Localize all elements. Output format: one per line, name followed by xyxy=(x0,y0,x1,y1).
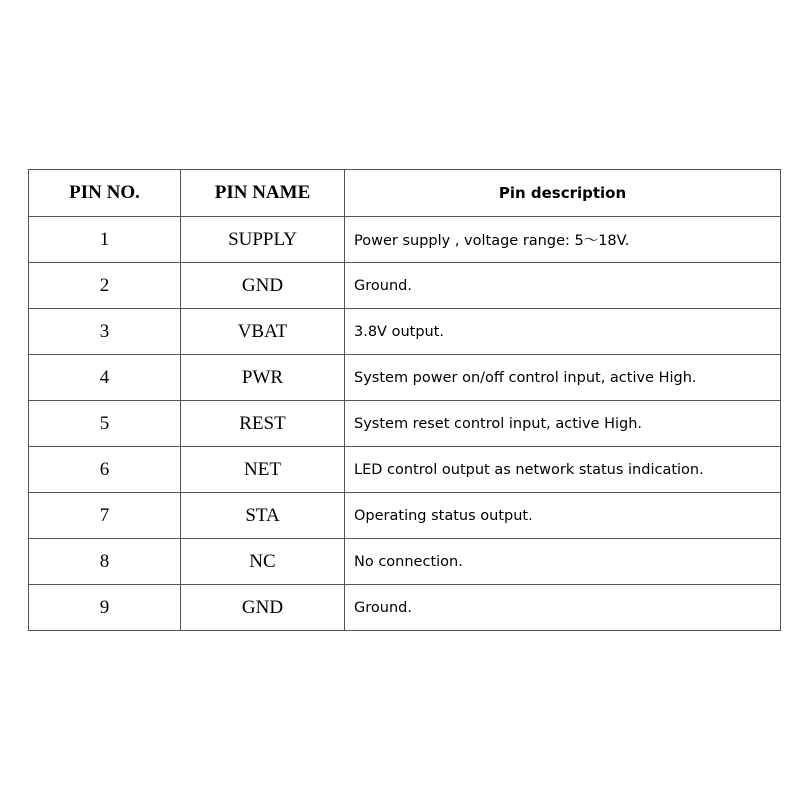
pin-table-header xyxy=(29,170,781,217)
pin-no-cell: 3 xyxy=(29,309,181,355)
pin-no-cell: 4 xyxy=(29,355,181,401)
pin-description-cell: LED control output as network status indication. xyxy=(345,447,781,493)
pin-description-cell: 3.8V output. xyxy=(345,309,781,355)
table-row xyxy=(29,217,781,263)
pin-name-cell: REST xyxy=(181,401,345,447)
pin-no-cell: 1 xyxy=(29,217,181,263)
pin-name-cell: GND xyxy=(181,585,345,631)
pin-name-cell: STA xyxy=(181,493,345,539)
pin-no-cell: 8 xyxy=(29,539,181,585)
table-row xyxy=(29,493,781,539)
table-row xyxy=(29,401,781,447)
table-row xyxy=(29,355,781,401)
header-pin-name: PIN NAME xyxy=(181,170,345,217)
pin-name-cell: PWR xyxy=(181,355,345,401)
table-row xyxy=(29,263,781,309)
table-row xyxy=(29,447,781,493)
pin-description-cell: No connection. xyxy=(345,539,781,585)
pin-description-cell: System reset control input, active High. xyxy=(345,401,781,447)
header-row xyxy=(29,170,781,217)
pin-name-cell: NC xyxy=(181,539,345,585)
pin-table xyxy=(28,169,781,631)
pin-description-cell: System power on/off control input, active High. xyxy=(345,355,781,401)
pin-no-cell: 5 xyxy=(29,401,181,447)
header-pin-description: Pin description xyxy=(345,170,781,217)
pin-name-cell: VBAT xyxy=(181,309,345,355)
pin-description-cell: Operating status output. xyxy=(345,493,781,539)
pin-no-cell: 6 xyxy=(29,447,181,493)
pin-name-cell: SUPPLY xyxy=(181,217,345,263)
pin-table-body xyxy=(29,217,781,631)
pin-no-cell: 9 xyxy=(29,585,181,631)
table-row xyxy=(29,585,781,631)
pin-no-cell: 7 xyxy=(29,493,181,539)
pin-description-cell: Ground. xyxy=(345,585,781,631)
pin-name-cell: GND xyxy=(181,263,345,309)
pin-description-cell: Power supply , voltage range: 5～18V. xyxy=(345,217,781,263)
table-row xyxy=(29,309,781,355)
pin-description-cell: Ground. xyxy=(345,263,781,309)
pin-no-cell: 2 xyxy=(29,263,181,309)
pin-name-cell: NET xyxy=(181,447,345,493)
table-row xyxy=(29,539,781,585)
header-pin-no: PIN NO. xyxy=(29,170,181,217)
